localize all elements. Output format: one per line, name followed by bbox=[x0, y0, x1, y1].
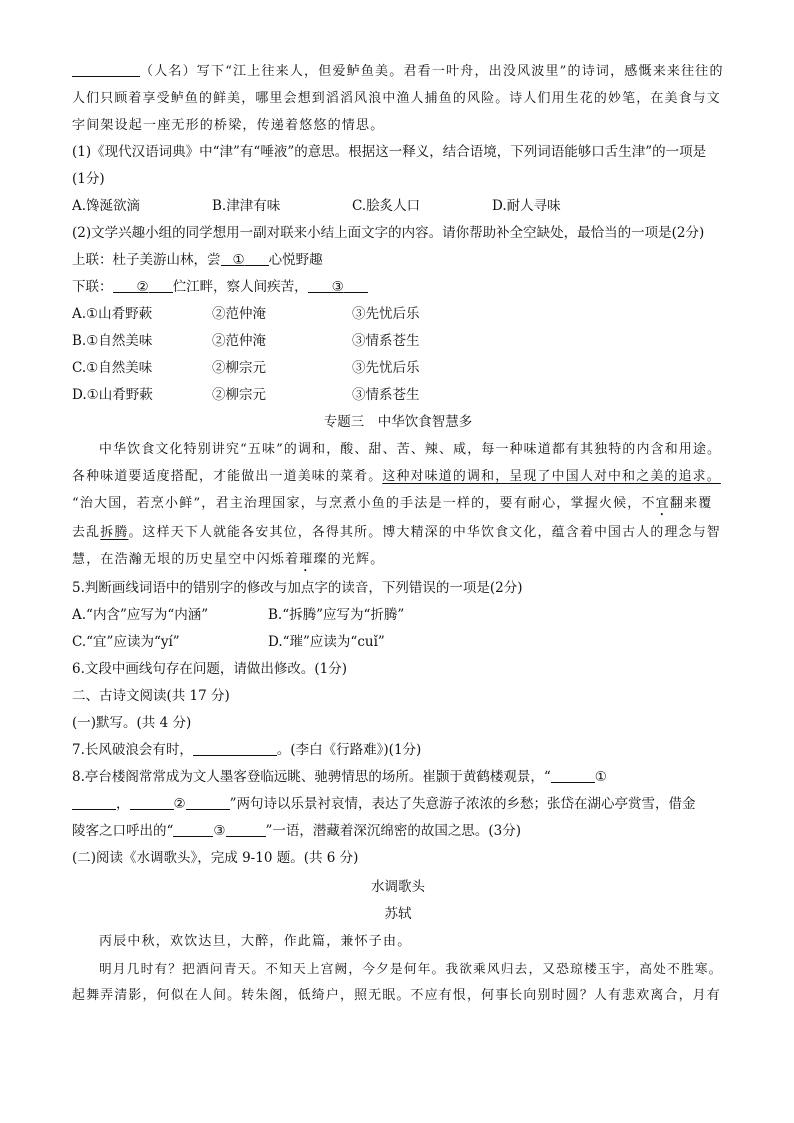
underlined-word-chaiteng: 拆腾 bbox=[100, 525, 129, 540]
q5-option-d[interactable]: D.“璀”应读为“cuǐ” bbox=[268, 634, 385, 650]
q8-blank-2a[interactable] bbox=[130, 795, 174, 810]
q5-option-c[interactable]: C.“宜”应读为“yí” bbox=[72, 634, 180, 650]
q5-options-row-1 bbox=[72, 602, 724, 629]
blank-marker-2: ② bbox=[136, 279, 149, 295]
poem-line-1: 明月几时有？把酒问青天。不知天上宫阙，今夕是何年。我欲乘风归去，又恐琼楼玉宇，高处不胜寒。 bbox=[99, 961, 723, 976]
dotted-char-cui: 璀 bbox=[299, 552, 314, 567]
q8-blank-1b[interactable] bbox=[72, 795, 116, 810]
q8-blank-1a[interactable] bbox=[551, 768, 595, 783]
q8-line-3: 陵客之口呼出的“ ③ ”一语，潜藏着深沉绵密的故国之思。(3分) bbox=[72, 823, 522, 839]
name-blank[interactable] bbox=[72, 62, 140, 77]
poem-title: 水调歌头 bbox=[371, 879, 425, 895]
q5-stem: 5.判断画线词语中的错别字的修改与加点字的读音，下列错误的一项是(2分) bbox=[72, 580, 523, 596]
q2-option-c[interactable]: C.①自然美味 ②柳宗元 ③先忧后乐 bbox=[72, 360, 420, 376]
q2-stem: (2)文学兴趣小组的同学想用一副对联来小结上面文字的内容。请你帮助补全空缺处，最恰当的一项是(2分) bbox=[72, 225, 705, 241]
q1-options bbox=[72, 193, 724, 220]
q6-stem: 6.文段中画线句存在问题，请做出修改。(1分) bbox=[72, 661, 348, 677]
part2-heading: 二、古诗文阅读(共 17 分) bbox=[72, 688, 230, 704]
q1-option-b[interactable]: B.津津有味 bbox=[212, 198, 281, 214]
couplet-lower: 下联： ② 伫江畔，察人间疾苦， ③ bbox=[72, 274, 724, 301]
passage-line-4: 去乱拆腾。这样天下人就能各安其位，各得其所。博大精深的中华饮食文化，蕴含着中国古人的理念与智 bbox=[72, 525, 721, 540]
q2-option-a[interactable]: A.①山肴野蔌 ②范仲淹 ③先忧后乐 bbox=[72, 306, 420, 322]
couplet-upper: 上联：杜子美游山林，尝 ① 心悦野趣 bbox=[72, 252, 323, 268]
exam-page bbox=[72, 58, 724, 1009]
q1-score: (1分) bbox=[72, 171, 105, 187]
q8-blank-2b[interactable] bbox=[186, 795, 230, 810]
q7: 7.长风破浪会有时， 。(李白《行路难》)(1分) bbox=[72, 742, 422, 758]
q8-line-2: ， ② ”两句诗以乐景衬哀情，表达了失意游子浓浓的乡愁；张岱在湖心亭赏雪，借金 bbox=[72, 791, 724, 818]
poem-author: 苏轼 bbox=[384, 906, 412, 922]
q8-line-1: 8.亭台楼阁常常成为文人墨客登临远眺、驰骋情思的场所。崔颢于黄鹤楼观景，“ ① bbox=[72, 769, 607, 785]
intro-line-2: 人们只顾着享受鲈鱼的鲜美，哪里会想到滔滔风浪中渔人捕鱼的风险。诗人们用生花的妙笔，在美食与文 bbox=[72, 91, 721, 106]
intro-line-3: 字间架设起一座无形的桥梁，传递着悠悠的情思。 bbox=[72, 118, 385, 133]
q5-option-b[interactable]: B.“拆腾”应写为“折腾” bbox=[268, 607, 405, 623]
poem-preface: 丙辰中秋，欢饮达旦，大醉，作此篇，兼怀子由。 bbox=[99, 934, 412, 949]
q1-option-a[interactable]: A.馋涎欲滴 bbox=[72, 198, 141, 214]
q2-option-b[interactable]: B.①自然美味 ②范仲淹 ③情系苍生 bbox=[72, 333, 420, 349]
intro-line-1: （人名）写下“江上往来人，但爱鲈鱼美。君看一叶舟，出没风波里”的诗词，感慨来来往往的 bbox=[72, 58, 724, 85]
section1-heading: (一)默写。(共 4 分) bbox=[72, 715, 192, 731]
blank-marker-3: ③ bbox=[331, 279, 344, 295]
passage-line-2: 各种味道要适度搭配，才能做出一道美味的菜肴。这种对味道的调和，呈现了中国人对中和之美的追求。 bbox=[72, 469, 721, 484]
q2-option-d[interactable]: D.①山肴野蔌 ②柳宗元 ③情系苍生 bbox=[72, 387, 420, 403]
passage-line-5: 慧，在浩瀚无垠的历史星空中闪烁着璀璨的光辉。 bbox=[72, 552, 385, 567]
blank-marker-1: ① bbox=[232, 252, 245, 268]
q5-options-row-2 bbox=[72, 629, 724, 656]
dotted-char-yi: 宜 bbox=[655, 496, 670, 511]
passage-line-3: “治大国，若烹小鲜”，君主治理国家，与烹煮小鱼的手法是一样的，要有耐心，掌握火候，不宜翻来覆 bbox=[72, 496, 713, 511]
q1-option-d[interactable]: D.耐人寻味 bbox=[492, 198, 561, 214]
passage-line-1: 中华饮食文化特别讲究“五味”的调和，酸、甜、苦、辣、咸，每一种味道都有其独特的内含和用途。 bbox=[99, 442, 722, 457]
q8-blank-3a[interactable] bbox=[173, 822, 213, 837]
q1-stem: (1)《现代汉语词典》中“津”有“唾液”的意思。根据这一释义，结合语境，下列词语能够口舌生津”的一项是 bbox=[72, 144, 707, 160]
section2-heading: (二)阅读《水调歌头》，完成 9-10 题。(共 6 分) bbox=[72, 850, 359, 866]
q1-option-c[interactable]: C.脍炙人口 bbox=[352, 198, 421, 214]
q7-blank[interactable] bbox=[193, 741, 277, 756]
underlined-sentence: 这种对味道的调和，呈现了中国人对中和之美的追求。 bbox=[382, 469, 721, 484]
q5-option-a[interactable]: A.“内含”应写为“内涵” bbox=[72, 607, 209, 623]
q8-blank-3b[interactable] bbox=[226, 822, 266, 837]
poem-line-2: 起舞弄清影，何似在人间。转朱阁，低绮户，照无眠。不应有恨，何事长向别时圆？人有悲欢离合，月有 bbox=[72, 988, 721, 1003]
topic3-title: 专题三 中华饮食智慧多 bbox=[323, 414, 473, 430]
